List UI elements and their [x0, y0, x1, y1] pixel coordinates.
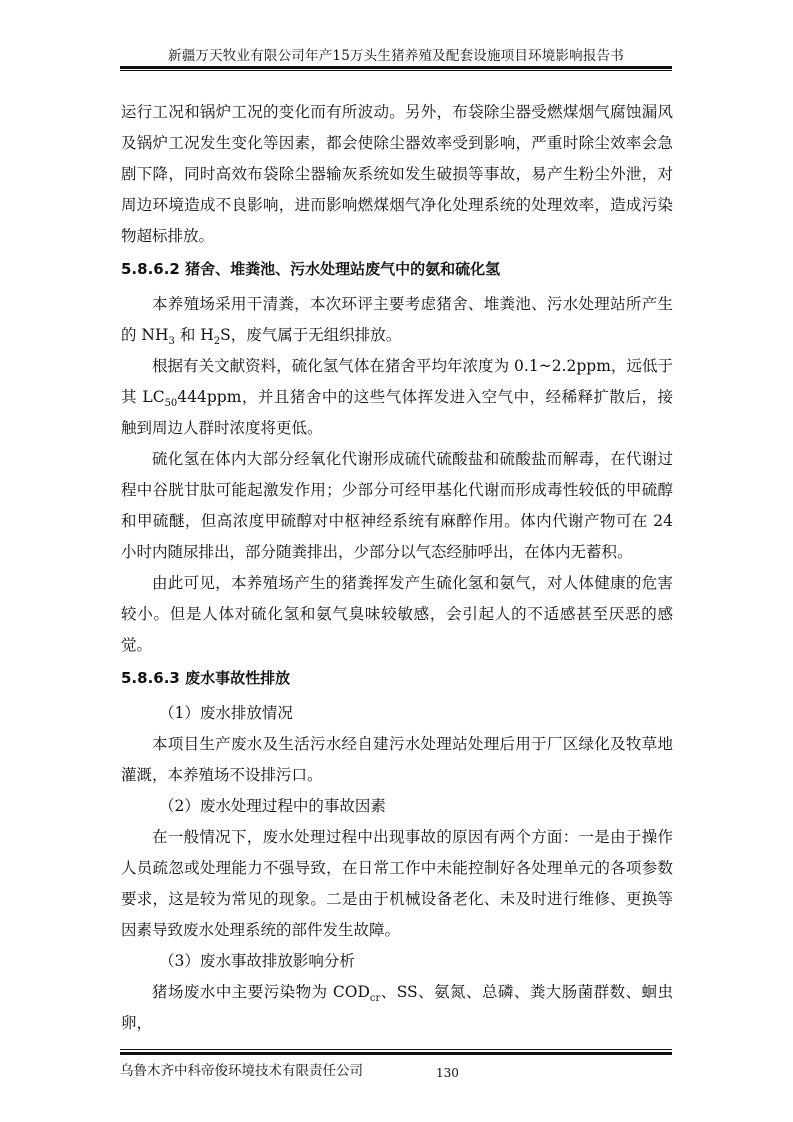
- paragraph-3: [121, 351, 673, 444]
- paragraph-3-sub: 50: [164, 398, 178, 410]
- paragraph-5: 由此可见，本养殖场产生的猪粪挥发产生硫化氢和氨气，对人体健康的危害较小。但是人体对硫化氢和氨气臭味较敏感，会引起人的不适感甚至厌恶的感觉。: [121, 574, 673, 654]
- footer-company-name: 乌鲁木齐中科帝俊环境技术有限责任公司: [120, 1063, 363, 1079]
- footer-rule-thick: [120, 1052, 672, 1055]
- list-item-2: （2）废水处理过程中的事故因素: [159, 797, 386, 815]
- paragraph-2-text-a: 本养殖场采用干清粪，本次环评主要考虑猪舍、堆粪池、污水处理站所产生的 NH: [121, 295, 673, 344]
- list-item-1: （1）废水排放情况: [159, 704, 293, 722]
- paragraph-4: 硫化氢在体内大部分经氧化代谢形成硫代硫酸盐和硫酸盐而解毒，在代谢过程中谷胱甘肽可能起激发作用；少部分可经甲基化代谢而形成毒性较低的甲硫醇和甲硫醚，但高浓度甲硫醇对中枢神经系统有麻醉作用。体内代谢产物可在 24 小时内随尿排出，部分随粪排出，少部分以气态经肺呼出，在体内无蓄积。: [121, 450, 673, 561]
- paragraph-1: 运行工况和锅炉工况的变化而有所波动。另外，布袋除尘器受燃煤烟气腐蚀漏风及锅炉工况发生变化等因素，都会使除尘器效率受到影响，严重时除尘效率会急剧下降，同时高效布袋除尘器输灰系统如发生破损等事故，易产生粉尘外泄，对周边环境造成不良影响，进而影响燃煤烟气净化处理系统的处理效率，造成污染物超标排放。: [121, 103, 673, 245]
- paragraph-3-text-a: 根据有关文献资料，硫化氢气体在猪舍平均年浓度为 0.1~2.2ppm，远低于其 LC: [121, 357, 673, 406]
- page-content: [121, 97, 673, 1039]
- paragraph-8-sub: cr: [369, 993, 381, 1005]
- footer-rule-thin: [120, 1049, 672, 1050]
- paragraph-6: 本项目生产废水及生活污水经自建污水处理站处理后用于厂区绿化及牧草地灌溉，本养殖场不设排污口。: [121, 735, 673, 784]
- header-rule-thin: [120, 70, 672, 71]
- paragraph-2: [121, 289, 673, 351]
- list-item-3: （3）废水事故排放影响分析: [159, 952, 355, 970]
- page-header-title: 新疆万天牧业有限公司年产15万头生猪养殖及配套设施项目环境影响报告书: [168, 48, 624, 64]
- section-heading-5-8-6-3: 5.8.6.3 废水事故性排放: [121, 669, 291, 687]
- paragraph-2-text-c: S，废气属于无组织排放。: [220, 326, 402, 344]
- paragraph-2-sub-1: 3: [168, 336, 175, 348]
- paragraph-2-text-b: 和 H: [174, 326, 214, 344]
- section-heading-5-8-6-2: 5.8.6.2 猪舍、堆粪池、污水处理站废气中的氨和硫化氢: [121, 260, 501, 278]
- paragraph-8-text-b: 、SS、氨氮、总磷、粪大肠菌群数、蛔虫卵，: [121, 983, 673, 1032]
- paragraph-8-text-a: 猪场废水中主要污染物为 COD: [152, 983, 370, 1001]
- paragraph-7: 在一般情况下，废水处理过程中出现事故的原因有两个方面：一是由于操作人员疏忽或处理能力不强导致，在日常工作中未能控制好各处理单元的各项参数要求，这是较为常见的现象。二是由于机械设备老化、未及时进行维修、更换等因素导致废水处理系统的部件发生故障。: [121, 828, 673, 939]
- paragraph-3-text-b: 444ppm，并且猪舍中的这些气体挥发进入空气中，经稀释扩散后，接触到周边人群时浓度将更低。: [121, 388, 673, 437]
- paragraph-2-sub-2: 2: [213, 336, 221, 348]
- header-rule-thick: [120, 66, 672, 69]
- paragraph-8: [121, 977, 673, 1039]
- page-number: 130: [436, 1066, 459, 1080]
